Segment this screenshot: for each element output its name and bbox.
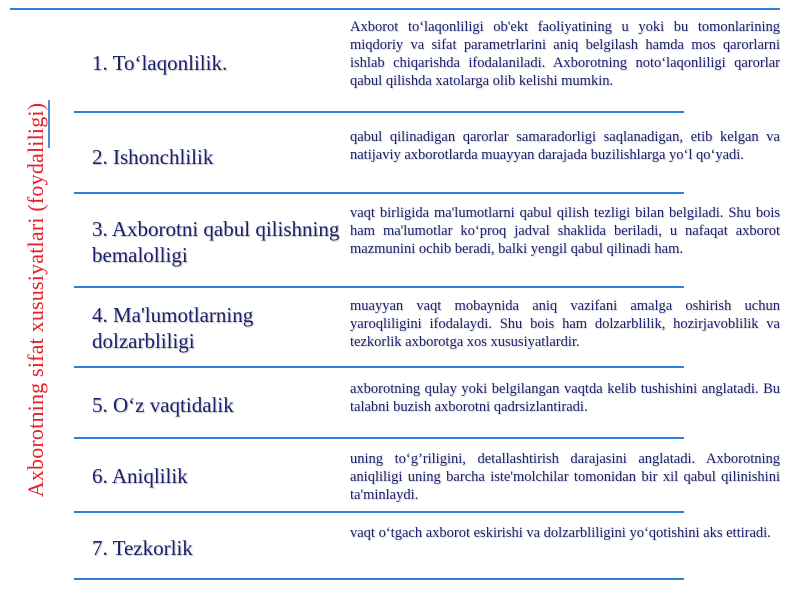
property-label: 2. Ishonchlilik	[92, 145, 214, 169]
separator	[74, 366, 684, 368]
separator-top	[10, 8, 780, 10]
property-label: 6. Aniqlilik	[92, 464, 188, 488]
property-label: 3. Axborotni qabul qilishning bemalolligi	[92, 217, 340, 267]
separator	[74, 286, 684, 288]
property-description: Axborot to‘laqonliligi ob'ekt faoliyatining u yoki bu tomonlarining miqdoriy va sifat parametrlarini aniq belgilash hamda mos qarorlarni ishlab chiqarishda ifodalaniladi. Axborotning noto‘laqonliligi qarorlar qabul qilishda xatolarga olib kelishi mumkin.	[350, 19, 780, 89]
property-description: qabul qilinadigan qarorlar samaradorligi saqlanadigan, etib kelgan va natijaviy axborotlarda muayyan darajada buzilishlarga yo‘l qo‘yadi.	[350, 129, 780, 163]
separator-bottom	[74, 578, 684, 580]
property-label: 1. To‘laqonlilik.	[92, 51, 228, 75]
property-description: muayyan vaqt mobaynida aniq vazifani amalga oshirish uchun yaroqliligini ifodalaydi. Shu bois ham dolzarblilik, hozirjavoblilik va tezkorlik axborotga xos xususiyatlardir.	[350, 298, 780, 350]
separator	[74, 437, 684, 439]
property-label: 7. Tezkorlik	[92, 536, 193, 560]
separator	[74, 192, 684, 194]
separator	[74, 111, 684, 113]
title-accent-bar	[48, 100, 50, 148]
property-label: 5. O‘z vaqtidalik	[92, 393, 234, 417]
property-description: vaqt o‘tgach axborot eskirishi va dolzarbliligini yo‘qotishini aks ettiradi.	[350, 525, 771, 541]
property-description: axborotning qulay yoki belgilangan vaqtda kelib tushishini anglatadi. Bu talabni buzish axborotni qadrsizlantiradi.	[350, 381, 780, 415]
separator	[74, 511, 684, 513]
property-description: uning to‘g’riligini, detallashtirish darajasini anglatadi. Axborotning aniqliligi uning barcha iste'molchilar tomonidan bir xil qabul qilinishini ta'minlaydi.	[350, 451, 780, 503]
property-description: vaqt birligida ma'lumotlarni qabul qilish tezligi bilan belgiladi. Shu bois ham ma'lumotlar ko‘proq jadval shaklida beriladi, u nafaqat axborot mazmunini ochib beradi, balki yengil qabul qilinadi ham.	[350, 205, 780, 257]
vertical-title: Axborotning sifat xususiyatlari (foydaliligi)	[23, 102, 48, 498]
property-label: 4. Ma'lumotlarning dolzarbliligi	[92, 303, 254, 353]
